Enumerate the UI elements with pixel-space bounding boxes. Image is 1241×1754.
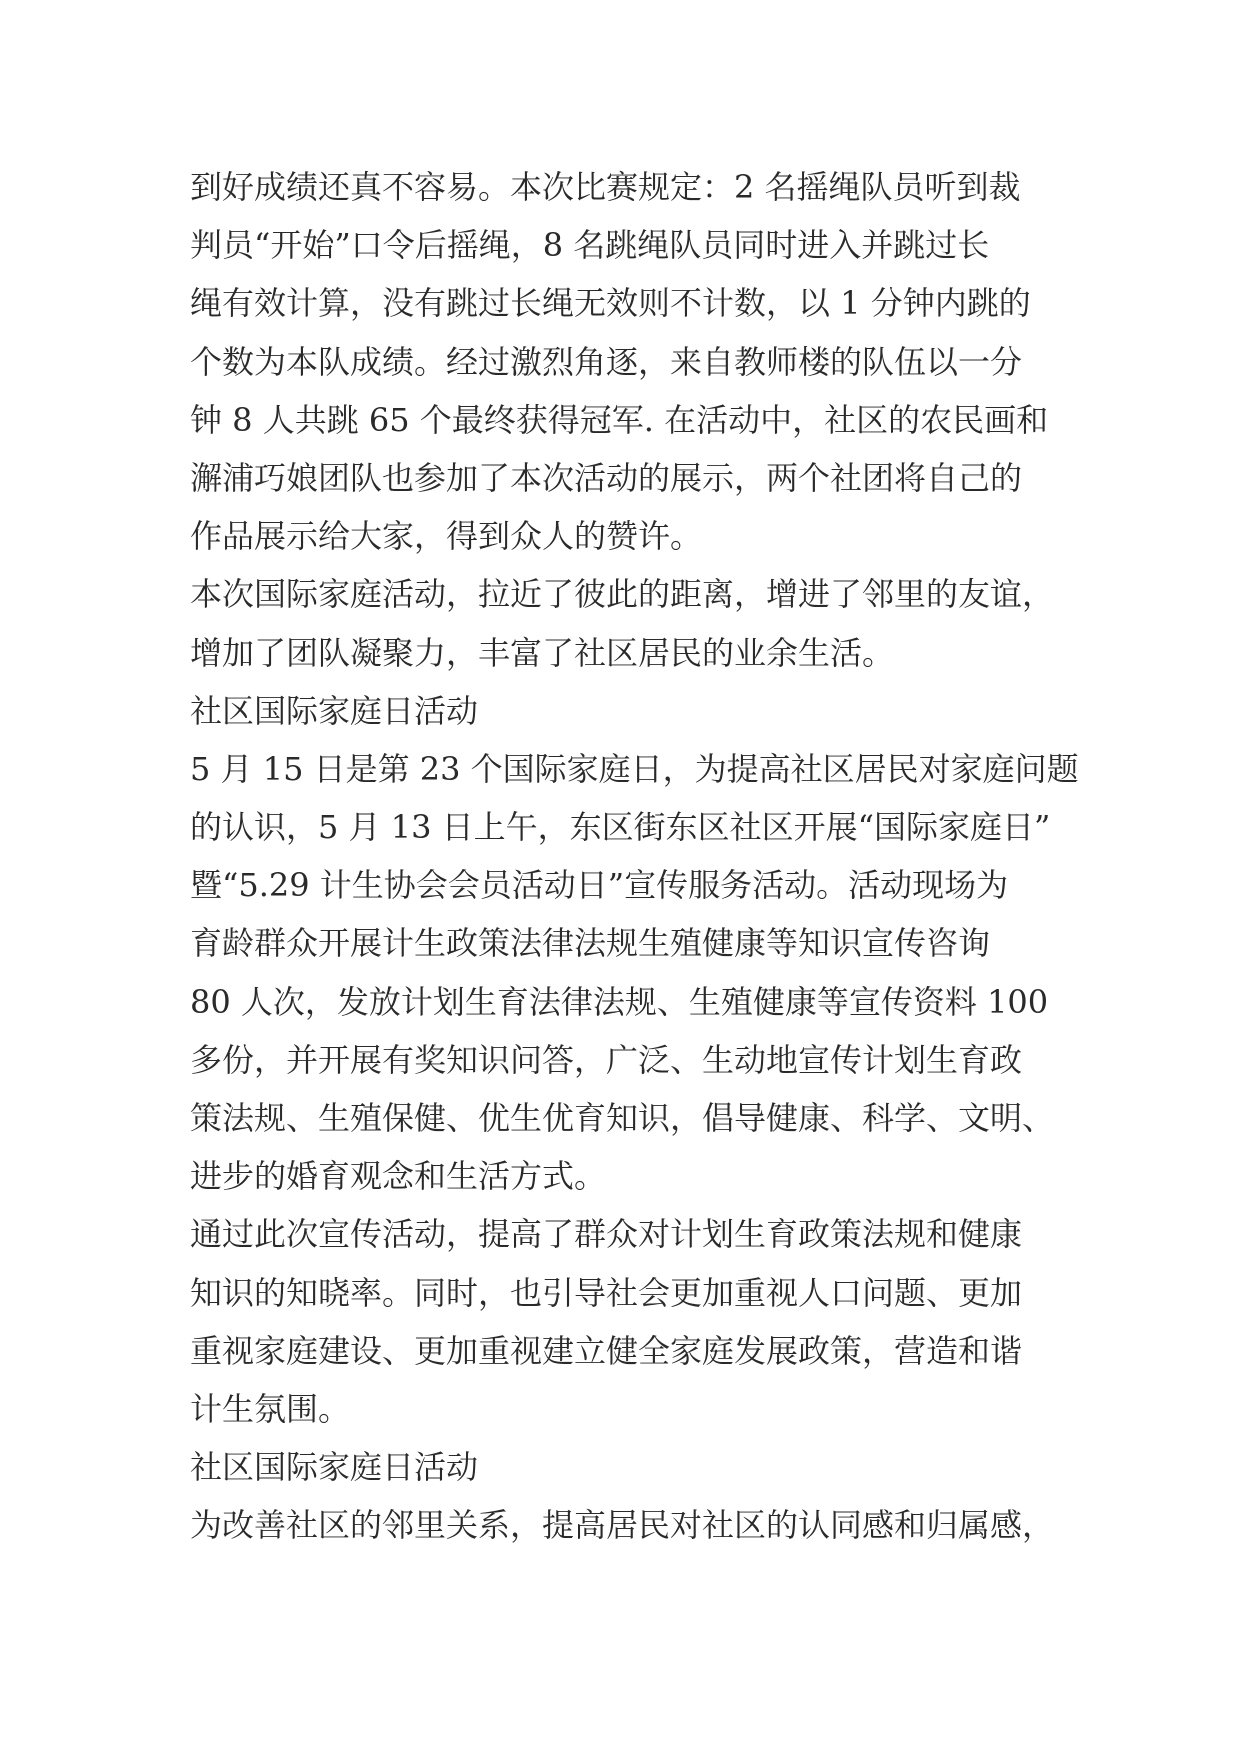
text-line: 多份，并开展有奖知识问答，广泛、生动地宣传计划生育政 xyxy=(190,1040,1023,1079)
text-line: 绳有效计算，没有跳过长绳无效则不计数，以 1 分钟内跳的 xyxy=(190,284,1031,323)
section-heading: 社区国际家庭日活动 xyxy=(190,691,479,730)
text-line: 本次国际家庭活动，拉近了彼此的距离，增进了邻里的友谊， xyxy=(190,575,1055,614)
text-line: 策法规、生殖保健、优生优育知识，倡导健康、科学、文明、 xyxy=(190,1099,1055,1137)
text-line: 暨“5.29 计生协会会员活动日”宣传服务活动。活动现场为 xyxy=(190,866,1009,905)
text-line: 到好成绩还真不容易。本次比赛规定：2 名摇绳队员听到裁 xyxy=(190,168,1021,206)
text-line: 增加了团队凝聚力，丰富了社区居民的业余生活。 xyxy=(190,633,895,672)
text-line: 钟 8 人共跳 65 个最终获得冠军. 在活动中，社区的农民画和 xyxy=(190,400,1049,439)
text-line: 进步的婚育观念和生活方式。 xyxy=(190,1157,607,1196)
text-line: 知识的知晓率。同时，也引导社会更加重视人口问题、更加 xyxy=(190,1273,1023,1312)
text-line: 判员“开始”口令后摇绳，8 名跳绳队员同时进入并跳过长 xyxy=(190,226,990,265)
text-line: 作品展示给大家，得到众人的赞许。 xyxy=(190,517,703,556)
text-line: 通过此次宣传活动，提高了群众对计划生育政策法规和健康 xyxy=(190,1215,1023,1254)
text-line: 育龄群众开展计生政策法律法规生殖健康等知识宣传咨询 xyxy=(190,924,991,963)
text-line: 的认识，5 月 13 日上午，东区街东区社区开展“国际家庭日” xyxy=(190,808,1051,847)
text-line: 计生氛围。 xyxy=(190,1389,351,1428)
text-line: 澥浦巧娘团队也参加了本次活动的展示，两个社团将自己的 xyxy=(190,458,1023,497)
document-body xyxy=(190,158,1079,1555)
text-line: 5 月 15 日是第 23 个国际家庭日，为提高社区居民对家庭问题 xyxy=(190,749,1079,788)
section-heading: 社区国际家庭日活动 xyxy=(190,1448,479,1487)
text-line: 重视家庭建设、更加重视建立健全家庭发展政策，营造和谐 xyxy=(190,1331,1023,1370)
text-line: 80 人次，发放计划生育法律法规、生殖健康等宣传资料 100 xyxy=(190,982,1049,1021)
text-line: 个数为本队成绩。经过激烈角逐，来自教师楼的队伍以一分 xyxy=(190,342,1023,381)
text-line: 为改善社区的邻里关系，提高居民对社区的认同感和归属感， xyxy=(190,1506,1055,1545)
